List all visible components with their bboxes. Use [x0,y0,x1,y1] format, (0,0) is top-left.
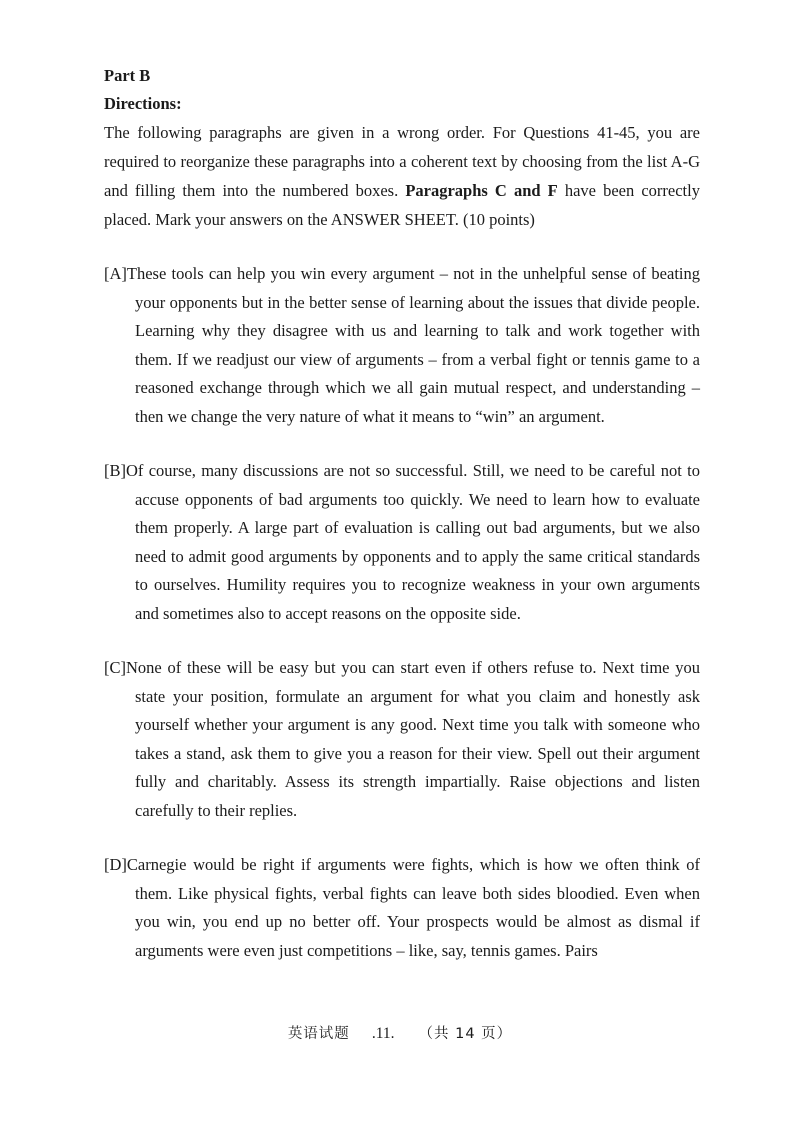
paragraph-label: [A] [104,264,127,283]
paragraph-d [104,851,700,965]
paragraph-a [104,260,700,431]
paragraph-gap [104,431,700,457]
footer-page-number: .11. [371,1025,395,1042]
paragraph-label: [D] [104,855,127,874]
page-content [104,62,700,965]
directions-text-end: have been correctly placed. Mark your answers on the ANSWER SHEET. (10 points) [104,181,700,229]
part-title: Part B [104,66,151,85]
paragraph-b [104,457,700,628]
directions-label: Directions: [104,94,182,113]
paragraph-text: These tools can help you win every argument – not in the unhelpful sense of beating your opponents but in the better sense of learning about the issues that divide people. Learning why they disagree with us and learning to talk and work together with them. If we readjust our view of arguments – from a verbal fight or tennis game to a reasoned exchange through which we all gain mutual respect, and understanding – then we change the very nature of what it means to “win” an argument. [126,264,700,426]
paragraph-gap [104,628,700,654]
paragraph-label: [B] [104,461,126,480]
footer-title: 英语试题 [287,1026,350,1042]
directions-bold-text: Paragraphs C and F [405,181,558,200]
directions-text [104,118,700,234]
section-gap [104,234,700,260]
paragraph-text: None of these will be easy but you can start even if others refuse to. Next time you state your position, formulate an argument for what you claim and honestly ask yourself whether your argument is any good. Next time you talk with someone who takes a stand, ask them to give you a reason for their view. Spell out their argument fully and charitably. Assess its strength impartially. Raise objections and listen carefully to their replies. [126,658,700,820]
page-footer [0,1022,800,1046]
directions-text-start: The following paragraphs are given in a wrong order. For Questions 41-45, you are required to reorganize these paragraphs into a coherent text by choosing from the list A-G and filling them into the numbered boxes. [104,123,700,200]
paragraph-text: Carnegie would be right if arguments were fights, which is how we often think of them. Like physical fights, verbal fights can leave both sides bloodied. Even when you win, you end up no better off. Your prospects would be almost as dismal if arguments were even just competitions – like, say, tennis games. Pairs [126,855,700,960]
paragraph-text: Of course, many discussions are not so successful. Still, we need to be careful not to accuse opponents of bad arguments too quickly. We need to learn how to evaluate them properly. A large part of evaluation is calling out bad arguments, but we also need to admit good arguments by opponents and to apply the same critical standards to ourselves. Humility requires you to recognize weakness in your own arguments and sometimes also to accept reasons on the opposite side. [126,461,700,623]
paragraph-c [104,654,700,825]
paragraph-gap [104,825,700,851]
footer-total-pages: （共 14 页） [418,1026,513,1042]
paragraph-label: [C] [104,658,126,677]
